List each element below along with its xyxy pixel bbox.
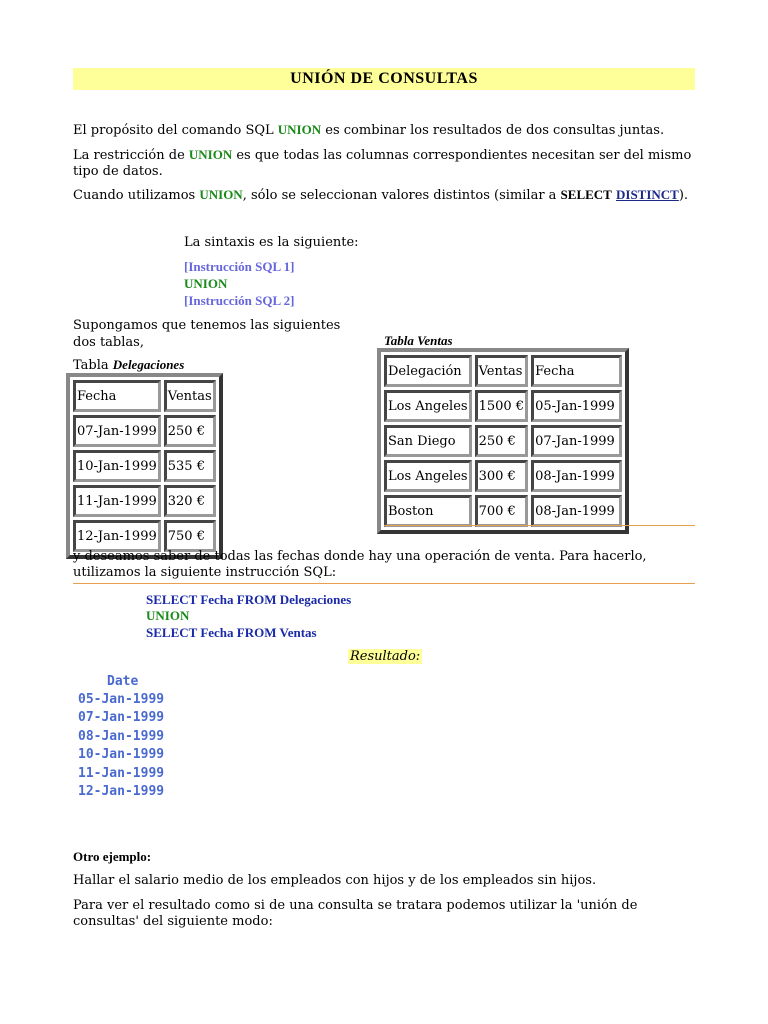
union-keyword: UNION (188, 147, 233, 162)
select-keyword: SELECT (560, 187, 612, 202)
list-item: 08-Jan-1999 (78, 728, 165, 744)
intro-paragraph-3 (73, 187, 698, 204)
list-item: 10-Jan-1999 (78, 747, 165, 763)
table-row (73, 415, 216, 447)
table-cell: San Diego (384, 425, 472, 457)
header-cell: Fecha (73, 380, 161, 412)
intro-text: ). (678, 188, 689, 203)
list-item: 12-Jan-1999 (78, 784, 165, 800)
table-cell: 250 € (164, 415, 216, 447)
other-example-heading: Otro ejemplo: (73, 849, 152, 864)
suppose-paragraph: Supongamos que tenemos las siguientes dos tablas, (73, 318, 341, 350)
intro-text: es combinar los resultados de dos consultas juntas. (321, 123, 665, 138)
syntax-line-1: [Instrucción SQL 1] (184, 259, 295, 274)
header-cell: Ventas (475, 355, 529, 387)
intro-text: El propósito del comando SQL (73, 123, 278, 138)
table-cell: 12-Jan-1999 (73, 520, 161, 552)
table-row (384, 390, 622, 422)
table-cell: Boston (384, 495, 472, 527)
other-paragraph-1: Hallar el salario medio de los empleados con hijos y de los empleados sin hijos. (73, 873, 597, 888)
table-row (73, 450, 216, 482)
list-item: 05-Jan-1999 (78, 692, 165, 707)
table-cell: Los Angeles (384, 460, 472, 492)
query-line-2: UNION (146, 608, 190, 623)
table-cell: 11-Jan-1999 (73, 485, 161, 517)
table-cell: 1500 € (475, 390, 529, 422)
syntax-line-3: [Instrucción SQL 2] (184, 293, 295, 308)
delegaciones-table (66, 373, 223, 559)
caption-name: Delegaciones (112, 357, 185, 372)
table-cell: 250 € (475, 425, 529, 457)
divider (73, 583, 695, 584)
table-row (384, 495, 622, 527)
table-row (384, 460, 622, 492)
table-cell: 05-Jan-1999 (531, 390, 622, 422)
table-cell: 07-Jan-1999 (73, 415, 161, 447)
syntax-label: La sintaxis es la siguiente: (184, 235, 359, 250)
ventas-table (377, 348, 629, 534)
caption-prefix: Tabla (73, 358, 113, 373)
table-cell: 535 € (164, 450, 216, 482)
header-cell: Ventas (164, 380, 216, 412)
result-label: Resultado: (350, 649, 421, 664)
header-cell: Fecha (531, 355, 622, 387)
query-line-3: SELECT Fecha FROM Ventas (146, 625, 317, 640)
intro-paragraph-2 (73, 147, 701, 180)
intro-text: , sólo se seleccionan valores distintos (similar a (242, 188, 561, 203)
union-keyword: UNION (277, 122, 322, 137)
table-cell: 08-Jan-1999 (531, 495, 622, 527)
result-header: Date (107, 674, 139, 689)
want-paragraph: y deseamos saber de todas las fechas donde hay una operación de venta. Para hacerlo, utilizamos la siguiente instrucción SQL: (73, 549, 647, 580)
intro-paragraph-1 (73, 122, 698, 139)
table-cell: 07-Jan-1999 (531, 425, 622, 457)
union-keyword: UNION (199, 187, 243, 202)
syntax-line-2: UNION (184, 276, 228, 291)
table-cell: 10-Jan-1999 (73, 450, 161, 482)
divider (384, 525, 695, 526)
header-cell: Delegación (384, 355, 472, 387)
intro-text: Cuando utilizamos (73, 188, 200, 203)
table-cell: Los Angeles (384, 390, 472, 422)
table-cell: 700 € (475, 495, 529, 527)
table-header-row (384, 355, 622, 387)
query-line-1: SELECT Fecha FROM Delegaciones (146, 592, 352, 607)
other-paragraph-2: Para ver el resultado como si de una consulta se tratara podemos utilizar la 'unión de consultas' del siguiente modo: (73, 898, 638, 929)
table-cell: 300 € (475, 460, 529, 492)
result-list (78, 691, 164, 801)
table-row (73, 485, 216, 517)
delegaciones-caption (73, 357, 184, 373)
table-cell: 320 € (164, 485, 216, 517)
list-item: 07-Jan-1999 (78, 710, 165, 726)
list-item: 11-Jan-1999 (78, 765, 165, 781)
table-row (384, 425, 622, 457)
distinct-link[interactable]: DISTINCT (616, 187, 679, 202)
table-cell: 08-Jan-1999 (531, 460, 622, 492)
intro-text: La restricción de (73, 148, 189, 163)
page-title: UNIÓN DE CONSULTAS (73, 68, 695, 90)
table-row (73, 520, 216, 552)
table-cell: 750 € (164, 520, 216, 552)
intro-text: es que todas las columnas correspondientes necesitan ser del mismo tipo de datos. (73, 148, 692, 179)
ventas-caption: Tabla Ventas (384, 333, 453, 348)
table-header-row (73, 380, 216, 412)
